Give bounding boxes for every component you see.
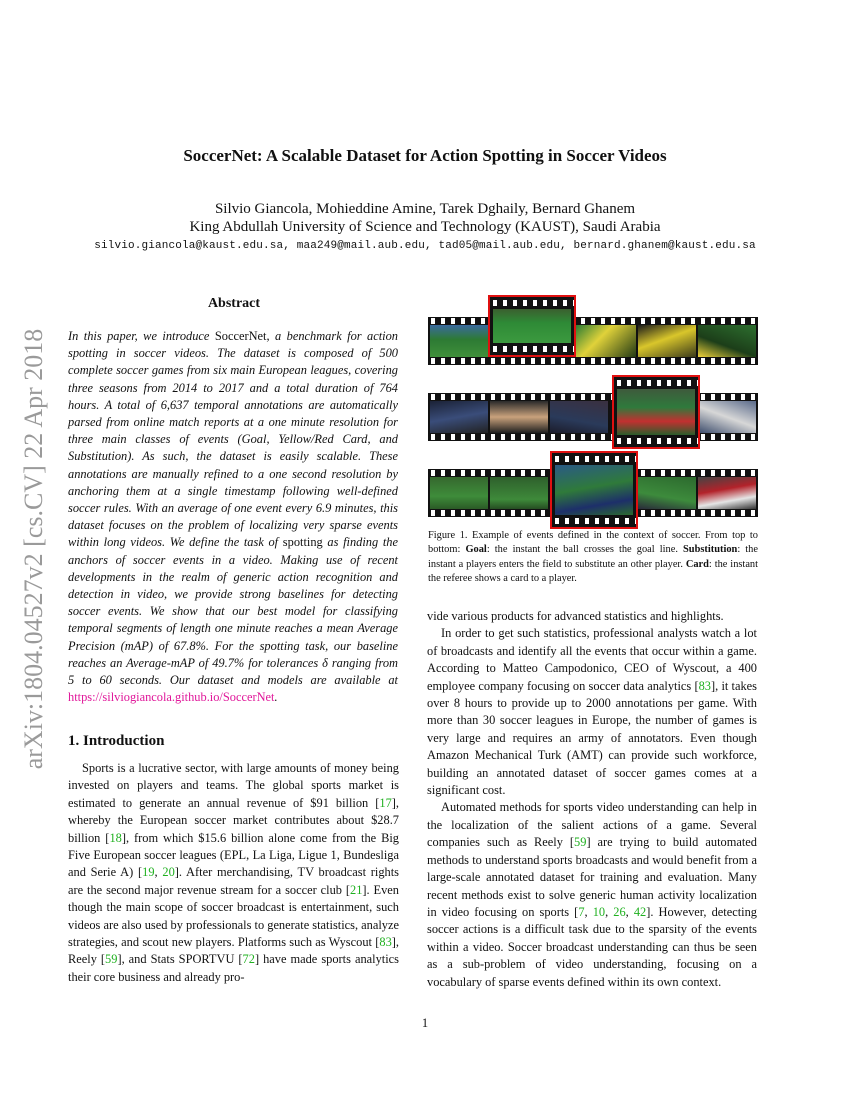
video-frame (638, 477, 696, 509)
figure-event-filmstrips (428, 295, 758, 525)
video-frame (490, 401, 548, 433)
filmstrip-goal (428, 317, 758, 365)
filmstrip-substitution (428, 393, 758, 441)
citation[interactable]: 83 (698, 678, 711, 693)
authors: Silvio Giancola, Mohieddine Amine, Tarek Dghaily, Bernard Ghanem (214, 201, 636, 217)
citation[interactable]: 21 (350, 882, 363, 897)
citation[interactable]: 7 (578, 904, 585, 919)
video-frame (698, 401, 756, 433)
abstract-heading: Abstract (207, 296, 261, 311)
intro-right-column (427, 608, 757, 991)
video-frame (698, 325, 756, 357)
task-name: spotting (282, 535, 323, 550)
page-number: 1 (421, 1016, 429, 1030)
citation[interactable]: 72 (242, 952, 255, 967)
citation[interactable]: 83 (379, 935, 392, 950)
citation[interactable]: 59 (574, 835, 587, 850)
video-frame (493, 309, 571, 343)
highlighted-substitution-frame (612, 375, 700, 449)
affiliation: King Abdullah University of Science and Technology (KAUST), Saudi Arabia (189, 219, 661, 235)
video-frame (698, 477, 756, 509)
arxiv-watermark: arXiv:1804.04527v2 [cs.CV] 22 Apr 2018 (19, 328, 48, 770)
figure-caption: Figure 1. Example of events defined in the context of soccer. From top to bottom: Goal: the instant the ball crosses the goal line. Substitution: the instant a players enters the field to substitute an other player. Card: the instant the referee shows a card to a player. (428, 530, 759, 585)
video-frame (490, 477, 548, 509)
dataset-name: SoccerNet (214, 329, 267, 343)
video-frame (550, 401, 608, 433)
intro-paragraph-2: In order to get such statistics, professional analysts watch a lot of broadcasts and identify all the events that occur within a game. According to Matteo Campodonico, CEO of Wyscout, a 400 employee company focusing on soccer data analytics [83], it takes over 8 hours to provide up to 2000 annotations per game. With more than 30 soccer leagues in Europe, the number of games is very large and requires an army of annotators. Even though Amazon Mechanical Turk (AMT) can provide such workforce, building an annotated dataset of soccer games comes at a significant cost. (427, 626, 757, 798)
citation[interactable]: 26 (613, 904, 626, 919)
video-frame (617, 389, 695, 435)
video-frame (430, 477, 488, 509)
video-frame (430, 401, 488, 433)
citation[interactable]: 59 (105, 952, 118, 967)
citation[interactable]: 42 (633, 904, 647, 919)
project-link[interactable]: https://silviogiancola.github.io/SoccerNet (68, 690, 275, 705)
highlighted-goal-frame (488, 295, 576, 357)
abstract-body: In this paper, we introduce SoccerNet, a benchmark for action spotting in soccer videos. The dataset is composed of 500 complete soccer games from six main European leagues, covering three seasons from 2014 to 2017 and a total duration of 764 hours. A total of 6,637 temporal annotations are automatically parsed from online match reports at a one minute resolution for three main classes of events (Goal, Yellow/Red Card, and Substitution). As such, the dataset is easily scalable. These annotations are manually refined to a one second resolution by anchoring them at a single timestamp following well-defined soccer rules. With an average of one event every 6.9 minutes, this dataset focuses on the problem of localizing very sparse events within long videos. We define the task of spotting as finding the anchors of soccer events in a video. Making use of recent developments in the realm of generic action recognition and detection in video, we provide strong baselines for detecting soccer events. We show that our best model for classifying temporal segments of length one minute reaches a mean Average Precision (mAP) of 67.8%. For the spotting task, our baseline reaches an Average-mAP of 49.7% for tolerances δ ranging from 5 to 60 seconds. Our dataset and models are available at https://silviogiancola.github.io/SoccerNet. (68, 329, 399, 705)
citation[interactable]: 17 (379, 795, 392, 810)
citation[interactable]: 18 (109, 830, 122, 845)
intro-left-column (68, 760, 399, 986)
video-frame (430, 325, 490, 357)
highlighted-card-frame (550, 451, 638, 529)
section-heading-introduction: 1. Introduction (68, 733, 165, 749)
citation[interactable]: 19 (142, 865, 155, 880)
author-emails: silvio.giancola@kaust.edu.sa, maa249@mail.aub.edu, tad05@mail.aub.edu, bernard.ghanem@kaust.edu.sa (94, 240, 756, 252)
paper-title: SoccerNet: A Scalable Dataset for Action Spotting in Soccer Videos (183, 146, 667, 165)
citation[interactable]: 20 (162, 865, 175, 880)
video-frame (555, 465, 633, 515)
intro-paragraph-1: Sports is a lucrative sector, with large amounts of money being invested on players and teams. The global sports market is estimated to generate an annual revenue of $91 billion [17], whereby the European soccer market contributes about $28.7 billion [18], from which $15.6 billion alone come from the Big Five European soccer leagues (EPL, La Liga, Ligue 1, Bundesliga and Serie A) [19, 20]. After merchandising, TV broadcast rights are the second major revenue stream for a soccer club [21]. Even though the main scope of soccer broadcast is entertainment, such videos are also used by professionals to generate statistics, analyze strategies, and scout new players. Platforms such as Wyscout [83], Reely [59], and Stats SPORTVU [72] have made sports analytics their core business and already pro- (68, 761, 400, 984)
video-frame (638, 325, 696, 357)
intro-paragraph-3: Automated methods for sports video understanding can help in the localization of the salient actions of a game. Several companies such as Reely [59] are trying to build automated methods to understand sports broadcasts and would benefit from a large-scale annotated dataset for training and evaluation. Many recent methods exist to solve generic human activity localization in video focusing on sports [7, 10, 26, 42]. However, detecting soccer actions is a difficult task due to the sparsity of the events within a video. Soccer broadcast understanding can thus be seen as a sub-problem of video understanding, focusing on a vocabulary of sparse events defined within its own context. (427, 800, 757, 989)
citation[interactable]: 10 (592, 904, 606, 919)
intro-paragraph-continued: vide various products for advanced statistics and highlights. (427, 609, 724, 623)
video-frame (576, 325, 636, 357)
